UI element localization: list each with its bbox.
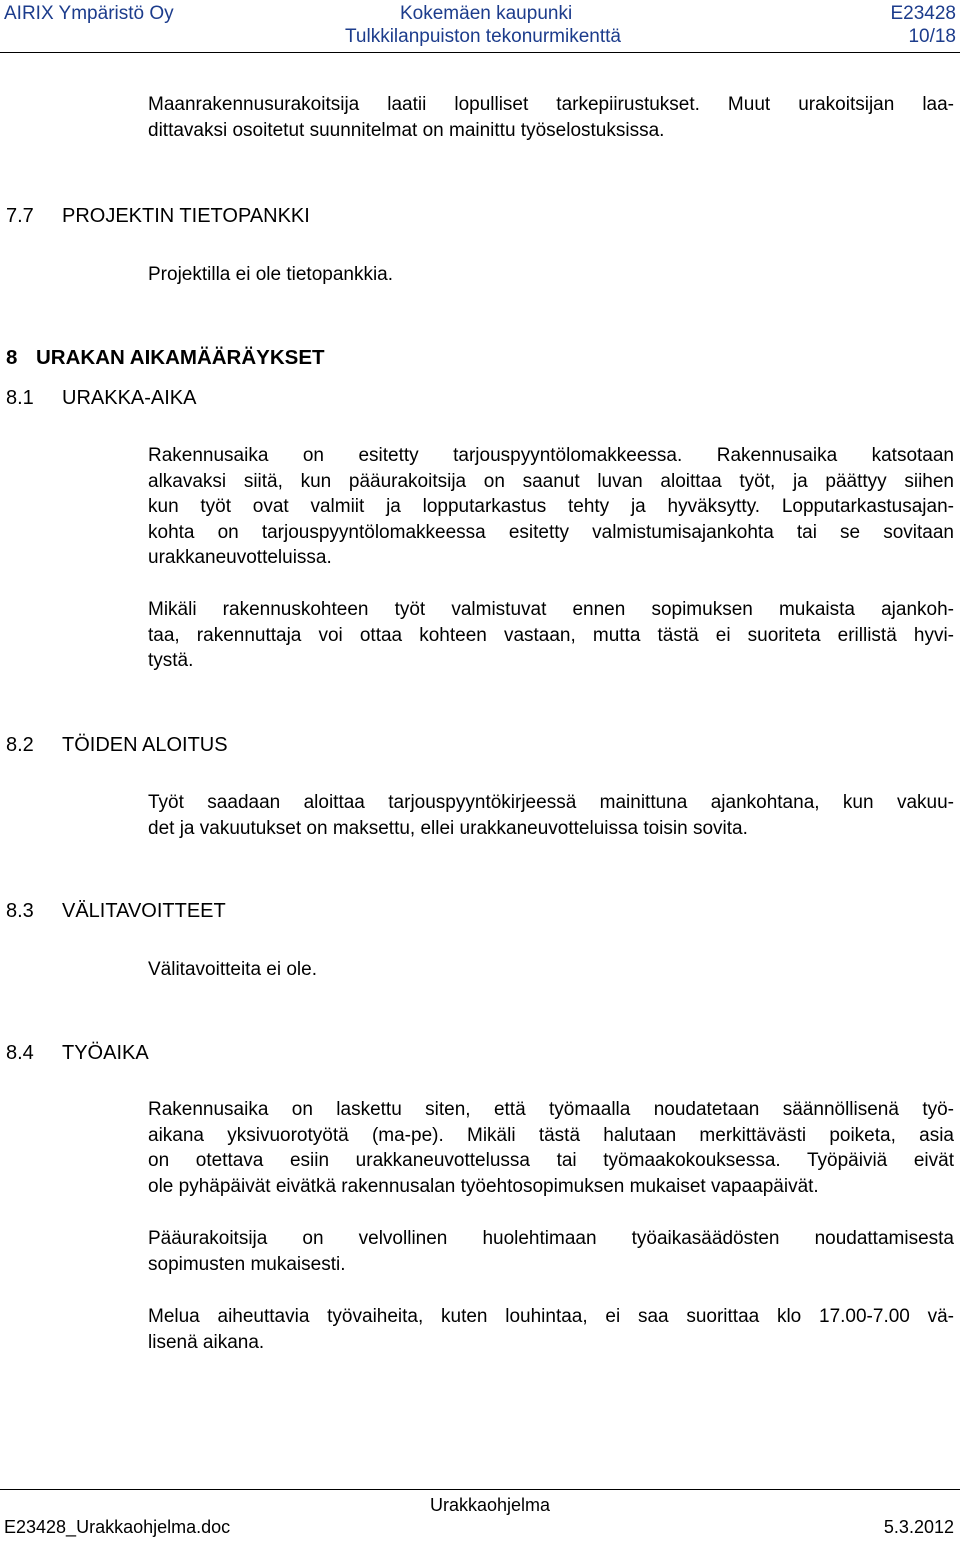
paragraph-line: Työt saadaan aloittaa tarjouspyyntökirjeessä mainittuna ajankohtana, kun vakuu- xyxy=(148,792,954,813)
paragraph-line: taa, rakennuttaja voi ottaa kohteen vastaan, mutta tästä ei suoriteta erillistä hyvi- xyxy=(148,624,954,646)
paragraph-line: Projektilla ei ole tietopankkia. xyxy=(148,264,394,285)
header-page-number: 10/18 xyxy=(908,26,956,47)
heading-number: 8 xyxy=(6,346,18,369)
section-8-1-paragraph-1 xyxy=(148,443,954,571)
heading-title: URAKKA-AIKA xyxy=(62,387,197,409)
heading-title: PROJEKTIN TIETOPANKKI xyxy=(62,205,310,227)
paragraph-line: tystä. xyxy=(148,650,194,671)
heading-number: 8.1 xyxy=(6,387,34,409)
paragraph-line: ole pyhäpäivät eivätkä rakennusalan työehtosopimuksen mukaiset vapaapäivät. xyxy=(148,1175,819,1197)
section-7-7-text xyxy=(148,262,954,288)
header-divider xyxy=(0,52,960,53)
paragraph-line: alkavaksi siitä, kun pääurakoitsija on saanut luvan aloittaa työt, ja päättyy siihen xyxy=(148,470,954,492)
paragraph-line: Pääurakoitsija on velvollinen huolehtimaan työaikasäädösten noudattamisesta xyxy=(148,1228,954,1249)
section-8-3-text xyxy=(148,957,954,983)
heading-number: 7.7 xyxy=(6,205,34,227)
heading-title: TYÖAIKA xyxy=(62,1042,149,1064)
paragraph-line: aikana yksivuorotyötä (ma-pe). Mikäli tästä halutaan merkittävästi poiketa, asia xyxy=(148,1124,954,1146)
heading-number: 8.2 xyxy=(6,734,34,756)
heading-title: TÖIDEN ALOITUS xyxy=(62,734,228,756)
header-project-code: E23428 xyxy=(890,3,956,24)
heading-title: VÄLITAVOITTEET xyxy=(62,900,226,922)
section-8-4-paragraph-1 xyxy=(148,1097,954,1199)
footer-document-title: Urakkaohjelma xyxy=(430,1495,551,1515)
heading-number: 8.3 xyxy=(6,900,34,922)
section-8-4-paragraph-3 xyxy=(148,1304,954,1355)
paragraph-line: kohta on tarjouspyyntölomakkeessa esitetty valmistumisajankohta tai se sovitaan xyxy=(148,521,954,543)
heading-title: URAKAN AIKAMÄÄRÄYKSET xyxy=(36,346,325,369)
paragraph-line: Mikäli rakennuskohteen työt valmistuvat ennen sopimuksen mukaista ajankoh- xyxy=(148,599,954,620)
paragraph-line: Melua aiheuttavia työvaiheita, kuten louhintaa, ei saa suorittaa klo 17.00-7.00 vä- xyxy=(148,1306,954,1327)
paragraph-line: Välitavoitteita ei ole. xyxy=(148,959,317,980)
paragraph-line: sopimusten mukaisesti. xyxy=(148,1253,346,1275)
intro-paragraph xyxy=(148,92,954,143)
paragraph-line: Rakennusaika on laskettu siten, että työmaalla noudatetaan säännöllisenä työ- xyxy=(148,1099,954,1120)
paragraph-line: det ja vakuutukset on maksettu, ellei urakkaneuvotteluissa toisin sovita. xyxy=(148,817,748,839)
paragraph-line: lisenä aikana. xyxy=(148,1331,265,1353)
section-8-4-paragraph-2 xyxy=(148,1226,954,1277)
paragraph-line: urakkaneuvotteluissa. xyxy=(148,547,332,568)
header-company: AIRIX Ympäristö Oy xyxy=(4,3,174,24)
section-8-1-paragraph-2 xyxy=(148,597,954,674)
header-client: Kokemäen kaupunki xyxy=(400,3,573,24)
footer-filename: E23428_Urakkaohjelma.doc xyxy=(4,1517,231,1537)
paragraph-line: on otettava esiin urakkaneuvottelussa tai työmaakokouksessa. Työpäiviä eivät xyxy=(148,1150,954,1171)
paragraph-line: dittavaksi osoitetut suunnitelmat on mainittu työselostuksissa. xyxy=(148,119,665,141)
paragraph-line: kun työt ovat valmiit ja lopputarkastus tehty ja hyväksytty. Lopputarkastusajan- xyxy=(148,496,954,517)
heading-number: 8.4 xyxy=(6,1042,34,1064)
section-8-2-paragraph xyxy=(148,790,954,841)
footer-date: 5.3.2012 xyxy=(883,1517,954,1537)
paragraph-line: Maanrakennusurakoitsija laatii lopulliset tarkepiirustukset. Muut urakoitsijan laa- xyxy=(148,94,954,115)
footer-divider xyxy=(0,1489,960,1490)
header-project: Tulkkilanpuiston tekonurmikenttä xyxy=(345,26,621,47)
paragraph-line: Rakennusaika on esitetty tarjouspyyntölomakkeessa. Rakennusaika katsotaan xyxy=(148,445,954,466)
